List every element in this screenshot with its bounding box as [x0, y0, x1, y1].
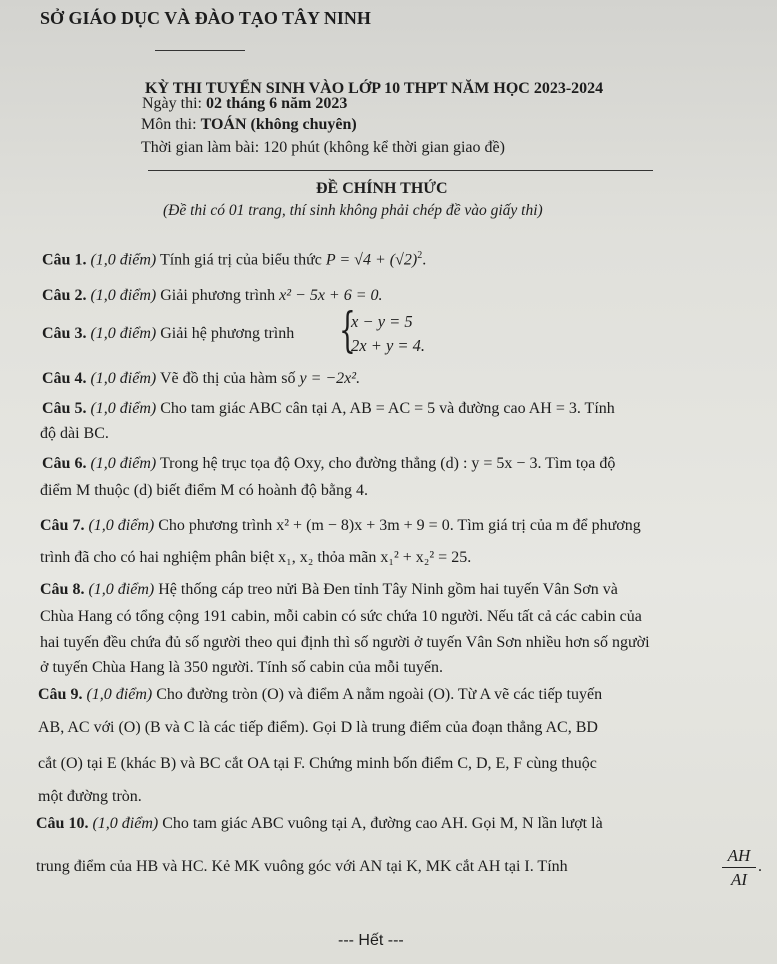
question-5-line-2: độ dài BC.	[40, 425, 109, 442]
question-7-points: (1,0 điểm)	[88, 517, 155, 534]
official-label: ĐỀ CHÍNH THỨC	[316, 180, 448, 197]
exam-subject-label: Môn thi:	[141, 116, 197, 133]
department-name: SỞ GIÁO DỤC VÀ ĐÀO TẠO TÂY NINH	[40, 8, 371, 28]
system-row-2: 2x + y = 4.	[351, 336, 426, 355]
question-10-points: (1,0 điểm)	[92, 815, 159, 832]
question-3-label: Câu 3.	[42, 325, 87, 342]
question-3-text: Giải hệ phương trình	[160, 325, 295, 342]
question-8-line-1	[40, 581, 618, 599]
question-4-label: Câu 4.	[42, 370, 87, 387]
question-9-line-1	[38, 686, 602, 704]
question-6-line-1	[42, 455, 615, 473]
question-4	[42, 370, 360, 388]
end-marker: --- Hết ---	[338, 932, 404, 949]
question-10-line-1	[36, 815, 603, 833]
question-10-text-1: Cho tam giác ABC vuông tại A, đường cao AH. Gọi M, N lần lượt là	[162, 815, 603, 832]
question-2-points: (1,0 điểm)	[90, 287, 157, 304]
question-6-label: Câu 6.	[42, 455, 87, 472]
question-5-points: (1,0 điểm)	[90, 400, 157, 417]
question-8-line-3: hai tuyến đều chứa đủ số người theo qui định thì số người ở tuyến Vân Sơn nhiều hơn số người	[40, 634, 650, 651]
question-8-line-2: Chùa Hang có tổng cộng 191 cabin, mỗi cabin có sức chứa 10 người. Nếu tất cả các cabin của	[40, 608, 642, 625]
header-divider	[148, 170, 653, 171]
question-4-points: (1,0 điểm)	[90, 370, 157, 387]
question-10-label: Câu 10.	[36, 815, 89, 832]
exam-date	[142, 95, 347, 113]
question-7-line-1	[40, 517, 641, 535]
question-8-line-4: ở tuyến Chùa Hang là 350 người. Tính số cabin của mỗi tuyến.	[40, 659, 444, 676]
question-6-text-1: Trong hệ trục tọa độ Oxy, cho đường thẳng (d) : y = 5x − 3. Tìm tọa độ	[159, 455, 616, 472]
question-5-text-1: Cho tam giác ABC cân tại A, AB = AC = 5 và đường cao AH = 3. Tính	[160, 400, 615, 417]
question-9-line-4: một đường tròn.	[38, 788, 142, 805]
question-3-system	[339, 302, 439, 362]
question-3	[42, 325, 294, 343]
question-7-text-1: Cho phương trình x² + (m − 8)x + 3m + 9 = 0. Tìm giá trị của m để phương	[158, 517, 641, 534]
fraction-bar	[722, 867, 756, 868]
fraction-period: .	[758, 858, 762, 875]
question-1-label: Câu 1.	[42, 251, 87, 269]
question-9-text-1: Cho đường tròn (O) và điểm A nằm ngoài (O). Từ A vẽ các tiếp tuyến	[156, 686, 603, 703]
question-4-text: Vẽ đồ thị của hàm số	[159, 370, 296, 387]
exam-date-label: Ngày thi:	[142, 95, 202, 112]
question-10-line-2: trung điểm của HB và HC. Kẻ MK vuông góc với AN tại K, MK cắt AH tại I. Tính	[36, 858, 568, 875]
question-9-points: (1,0 điểm)	[86, 686, 153, 703]
question-9-line-2: AB, AC với (O) (B và C là các tiếp điểm). Gọi D là trung điểm của đoạn thẳng AC, BD	[38, 719, 598, 736]
question-1-expression: P = √4 + (√2)	[325, 251, 418, 269]
question-1: Câu 1. (1,0 điểm) Tính giá trị của biểu thức $P = √4 + (√2)^2$.	[42, 250, 427, 269]
question-2	[42, 287, 383, 305]
question-7-line-2: trình đã cho có hai nghiệm phân biệt x₁, x₂ thỏa mãn x₁² + x₂² = 25.	[40, 549, 472, 566]
fraction-numerator: AH	[727, 846, 751, 865]
question-2-label: Câu 2.	[42, 287, 87, 304]
fraction-denominator: AI	[730, 870, 748, 889]
exam-title: KỲ THI TUYỂN SINH VÀO LỚP 10 THPT NĂM HỌC 2023-2024	[145, 80, 604, 97]
question-2-equation: x² − 5x + 6 = 0.	[279, 287, 383, 304]
question-1-text: Tính giá trị của biểu thức	[159, 251, 322, 269]
question-8-text-1: Hệ thống cáp treo nửi Bà Đen tỉnh Tây Ninh gồm hai tuyến Vân Sơn và	[158, 581, 618, 598]
question-8-label: Câu 8.	[40, 581, 85, 598]
question-4-function: y = −2x².	[299, 370, 361, 387]
question-5-line-1	[42, 400, 615, 418]
question-9-label: Câu 9.	[38, 686, 83, 703]
question-7-label: Câu 7.	[40, 517, 85, 534]
question-5-label: Câu 5.	[42, 400, 87, 417]
question-1-points: (1,0 điểm)	[90, 251, 157, 269]
system-row-1: x − y = 5	[351, 312, 413, 331]
exam-subject-value: TOÁN (không chuyên)	[200, 116, 357, 133]
question-8-points: (1,0 điểm)	[88, 581, 155, 598]
question-6-points: (1,0 điểm)	[90, 455, 157, 472]
exam-duration: Thời gian làm bài: 120 phút (không kể thời gian giao đề)	[141, 139, 505, 156]
question-3-points: (1,0 điểm)	[90, 325, 157, 342]
question-6-line-2: điểm M thuộc (d) biết điểm M có hoành độ bằng 4.	[40, 482, 368, 499]
system-brace: {	[339, 302, 356, 358]
question-2-text: Giải phương trình	[160, 287, 276, 304]
exam-note: (Đề thi có 01 trang, thí sinh không phải chép đề vào giấy thi)	[163, 202, 543, 219]
exam-date-value: 02 tháng 6 năm 2023	[206, 95, 348, 112]
question-9-line-3: cắt (O) tại E (khác B) và BC cắt OA tại F. Chứng minh bốn điểm C, D, E, F cùng thuộc	[38, 755, 597, 772]
department-underline	[155, 50, 245, 51]
exam-subject	[141, 116, 357, 134]
